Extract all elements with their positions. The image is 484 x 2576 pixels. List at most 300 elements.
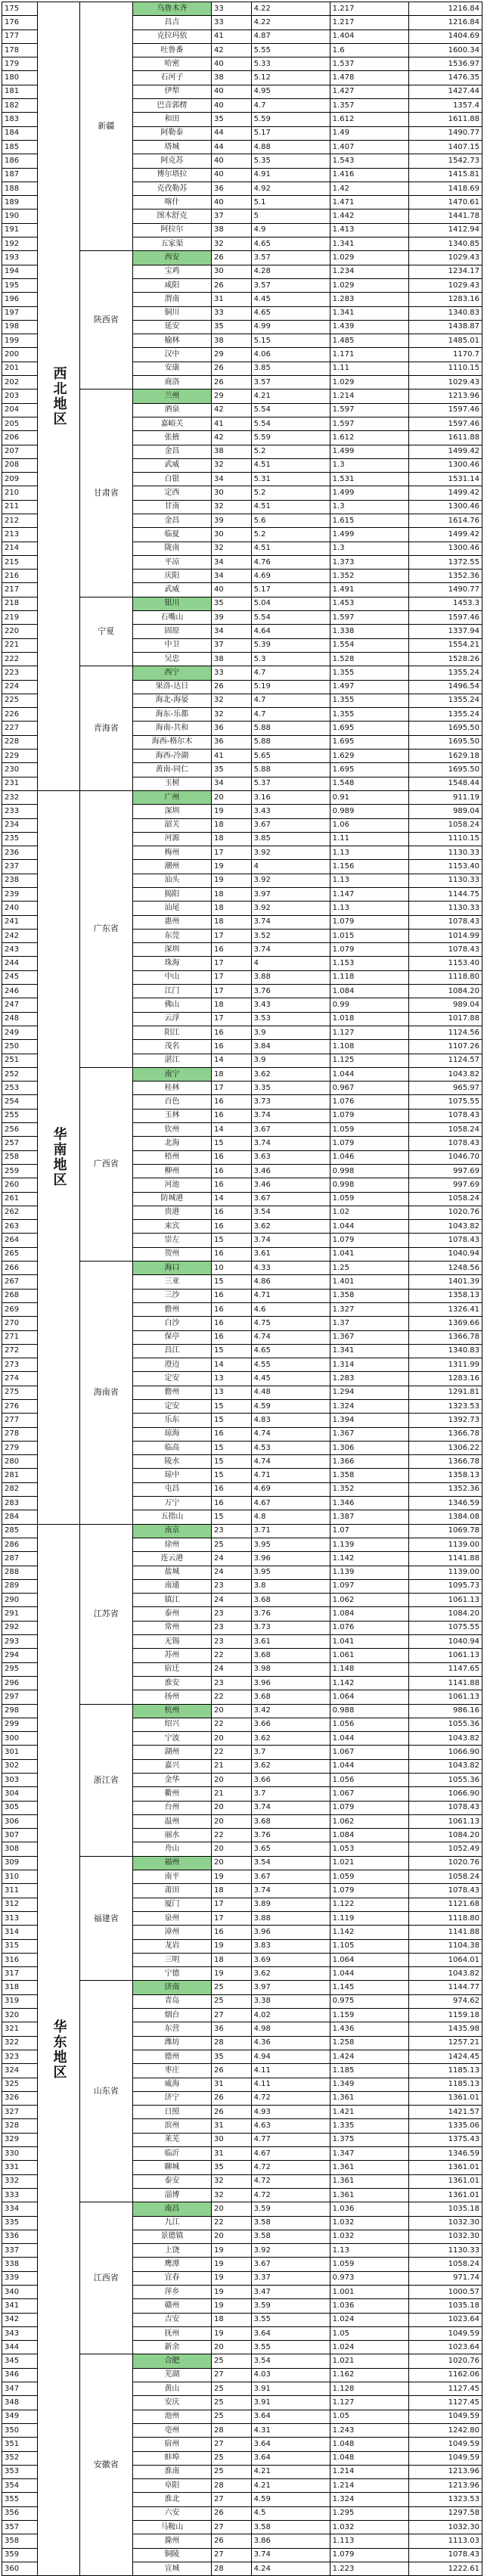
value-3: 1.079	[330, 2548, 408, 2562]
value-1: 31	[211, 2147, 251, 2161]
city-name: 金昌	[132, 445, 211, 458]
city-name: 滁州	[132, 2534, 211, 2548]
value-3: 1.079	[330, 915, 408, 929]
value-1: 30	[211, 2133, 251, 2146]
row-number: 254	[2, 1095, 38, 1109]
value-2: 4.75	[251, 1317, 330, 1330]
city-name: 阜阳	[132, 2479, 211, 2493]
city-name: 亳州	[132, 2423, 211, 2437]
value-2: 3.74	[251, 1109, 330, 1122]
value-1: 32	[211, 2188, 251, 2202]
row-number: 215	[2, 555, 38, 569]
value-2: 3.96	[251, 1926, 330, 1939]
row-number: 354	[2, 2479, 38, 2493]
value-3: 1.327	[330, 1302, 408, 1316]
value-4: 1130.33	[408, 902, 482, 915]
value-2: 4.94	[251, 2050, 330, 2063]
city-name: 汉中	[132, 348, 211, 362]
value-1: 42	[211, 431, 251, 445]
city-name: 南京	[132, 1524, 211, 1538]
value-2: 5.54	[251, 417, 330, 430]
row-number: 183	[2, 113, 38, 126]
value-4: 1412.94	[408, 223, 482, 237]
row-number: 178	[2, 43, 38, 57]
value-2: 3.63	[251, 1150, 330, 1164]
value-2: 4.48	[251, 1386, 330, 1399]
value-4: 1366.78	[408, 1455, 482, 1469]
value-2: 3.74	[251, 943, 330, 957]
value-2: 5.55	[251, 43, 330, 57]
row-number: 297	[2, 1690, 38, 1704]
value-1: 19	[211, 2299, 251, 2313]
value-2: 3.9	[251, 1026, 330, 1039]
value-3: 1.059	[330, 1192, 408, 1206]
value-1: 28	[211, 2562, 251, 2575]
value-1: 22	[211, 1746, 251, 1759]
city-name: 济宁	[132, 2091, 211, 2105]
value-4: 1597.46	[408, 417, 482, 430]
value-1: 28	[211, 2423, 251, 2437]
value-4: 1043.82	[408, 1732, 482, 1746]
city-name: 泰安	[132, 2174, 211, 2188]
row-number: 192	[2, 237, 38, 251]
province-label: 江苏省	[79, 1524, 132, 1704]
city-name: 韶关	[132, 818, 211, 832]
value-4: 1162.06	[408, 2368, 482, 2382]
value-3: 1.056	[330, 1718, 408, 1731]
value-2: 4.21	[251, 2465, 330, 2478]
value-2: 4.45	[251, 293, 330, 306]
value-1: 15	[211, 1441, 251, 1454]
value-3: 1.076	[330, 1621, 408, 1634]
value-1: 16	[211, 1317, 251, 1330]
value-2: 3.68	[251, 1594, 330, 1607]
value-4: 1361.01	[408, 2091, 482, 2105]
value-1: 34	[211, 625, 251, 638]
value-2: 3.65	[251, 1842, 330, 1856]
value-4: 1614.76	[408, 514, 482, 527]
row-number: 242	[2, 929, 38, 942]
value-3: 1.413	[330, 223, 408, 237]
value-4: 989.04	[408, 998, 482, 1012]
value-3: 1.436	[330, 2022, 408, 2036]
value-1: 18	[211, 818, 251, 832]
row-number: 200	[2, 348, 38, 362]
value-3: 1.07	[330, 1524, 408, 1538]
city-name: 徐州	[132, 1538, 211, 1551]
city-name: 云浮	[132, 1012, 211, 1026]
row-number: 205	[2, 417, 38, 430]
value-2: 3.67	[251, 2258, 330, 2271]
row-number: 277	[2, 1414, 38, 1427]
value-1: 22	[211, 1718, 251, 1731]
value-4: 1084.20	[408, 1607, 482, 1621]
city-name: 池州	[132, 2410, 211, 2423]
value-2: 3.74	[251, 1234, 330, 1247]
value-3: 1.147	[330, 888, 408, 902]
value-1: 17	[211, 1911, 251, 1925]
row-number: 357	[2, 2521, 38, 2534]
row-number: 249	[2, 1026, 38, 1039]
value-1: 16	[211, 1497, 251, 1510]
value-4: 1124.56	[408, 1026, 482, 1039]
city-name: 安庆	[132, 2396, 211, 2410]
value-1: 32	[211, 542, 251, 555]
city-name: 临沂	[132, 2147, 211, 2161]
value-3: 1.05	[330, 2410, 408, 2423]
value-3: 1.079	[330, 1884, 408, 1898]
value-1: 35	[211, 113, 251, 126]
value-3: 1.453	[330, 597, 408, 610]
value-1: 18	[211, 2313, 251, 2326]
row-number: 283	[2, 1497, 38, 1510]
value-1: 19	[211, 2326, 251, 2340]
value-1: 35	[211, 597, 251, 610]
value-2: 5.35	[251, 154, 330, 168]
value-4: 1035.18	[408, 2299, 482, 2313]
value-3: 1.367	[330, 1427, 408, 1441]
value-1: 23	[211, 1621, 251, 1634]
value-1: 35	[211, 320, 251, 334]
value-2: 4.72	[251, 2091, 330, 2105]
value-1: 42	[211, 403, 251, 417]
value-1: 35	[211, 763, 251, 777]
value-3: 1.361	[330, 2161, 408, 2174]
value-2: 3.68	[251, 1690, 330, 1704]
value-1: 20	[211, 1856, 251, 1870]
city-name: 海北-海晏	[132, 694, 211, 707]
row-number: 327	[2, 2106, 38, 2119]
row-number: 335	[2, 2216, 38, 2230]
value-4: 1078.43	[408, 1884, 482, 1898]
row-number: 310	[2, 1870, 38, 1884]
province-label: 山东省	[79, 1981, 132, 2202]
value-3: 1.597	[330, 611, 408, 625]
value-3: 1.3	[330, 458, 408, 472]
value-2: 4.51	[251, 500, 330, 514]
value-1: 31	[211, 293, 251, 306]
value-3: 1.076	[330, 1095, 408, 1109]
city-name: 聊城	[132, 2161, 211, 2174]
region-label: 西北地区	[38, 2, 79, 791]
value-3: 0.998	[330, 1164, 408, 1178]
value-1: 17	[211, 929, 251, 942]
value-2: 3.91	[251, 2382, 330, 2396]
value-4: 1058.24	[408, 2258, 482, 2271]
value-1: 44	[211, 140, 251, 154]
value-3: 1.214	[330, 2479, 408, 2493]
value-3: 1.084	[330, 985, 408, 998]
value-4: 1528.26	[408, 652, 482, 666]
row-number: 340	[2, 2285, 38, 2298]
value-4: 965.97	[408, 1082, 482, 1095]
row-number: 302	[2, 1759, 38, 1773]
city-name: 金华	[132, 1774, 211, 1787]
value-1: 19	[211, 1870, 251, 1884]
value-1: 36	[211, 735, 251, 749]
city-name: 台州	[132, 1801, 211, 1814]
value-2: 3.62	[251, 1067, 330, 1081]
value-3: 1.401	[330, 1275, 408, 1289]
value-3: 1.061	[330, 1649, 408, 1662]
city-name: 吐鲁番	[132, 43, 211, 57]
value-1: 15	[211, 1414, 251, 1427]
row-number: 187	[2, 168, 38, 182]
value-3: 1.346	[330, 1497, 408, 1510]
value-2: 4.21	[251, 2479, 330, 2493]
value-4: 1049.59	[408, 2438, 482, 2451]
city-name: 淮北	[132, 2493, 211, 2506]
row-number: 295	[2, 1662, 38, 1676]
value-1: 18	[211, 998, 251, 1012]
row-number: 329	[2, 2133, 38, 2146]
value-4: 1548.44	[408, 777, 482, 790]
row-number: 346	[2, 2368, 38, 2382]
value-1: 16	[211, 1109, 251, 1122]
row-number: 331	[2, 2161, 38, 2174]
city-name: 昌吉	[132, 16, 211, 29]
value-4: 1346.59	[408, 2147, 482, 2161]
value-1: 16	[211, 1302, 251, 1316]
value-1: 16	[211, 1289, 251, 1302]
region-label: 华南地区	[38, 790, 79, 1524]
value-2: 4.5	[251, 2506, 330, 2520]
city-name: 深圳	[132, 943, 211, 957]
city-name: 榆林	[132, 334, 211, 348]
value-3: 1.064	[330, 1690, 408, 1704]
value-2: 3.86	[251, 2534, 330, 2548]
row-number: 324	[2, 2064, 38, 2078]
value-2: 3.91	[251, 2396, 330, 2410]
value-4: 1375.43	[408, 2133, 482, 2146]
value-4: 1300.46	[408, 542, 482, 555]
value-1: 18	[211, 832, 251, 846]
city-name: 来宾	[132, 1220, 211, 1234]
value-1: 39	[211, 611, 251, 625]
value-4: 1300.46	[408, 458, 482, 472]
value-2: 4	[251, 957, 330, 970]
value-3: 1.084	[330, 1829, 408, 1842]
value-2: 5.59	[251, 431, 330, 445]
value-3: 1.044	[330, 1220, 408, 1234]
value-1: 14	[211, 1192, 251, 1206]
table-row	[2, 1524, 482, 1538]
city-name: 海西-格尔木	[132, 735, 211, 749]
value-3: 1.185	[330, 2064, 408, 2078]
value-3: 1.041	[330, 1247, 408, 1261]
value-2: 4.77	[251, 2133, 330, 2146]
city-name: 海西-冷湖	[132, 750, 211, 763]
value-4: 1052.49	[408, 1842, 482, 1856]
row-number: 338	[2, 2258, 38, 2271]
value-2: 3.54	[251, 2354, 330, 2368]
value-1: 20	[211, 1732, 251, 1746]
city-name: 无锡	[132, 1635, 211, 1649]
row-number: 344	[2, 2341, 38, 2354]
city-name: 临夏	[132, 528, 211, 542]
value-3: 1.067	[330, 1787, 408, 1801]
row-number: 311	[2, 1884, 38, 1898]
value-4: 1130.33	[408, 874, 482, 887]
city-name: 石嘴山	[132, 611, 211, 625]
value-3: 1.629	[330, 750, 408, 763]
row-number: 231	[2, 777, 38, 790]
value-2: 4.22	[251, 16, 330, 29]
province-label: 福建省	[79, 1856, 132, 1981]
value-2: 3.96	[251, 1676, 330, 1690]
value-1: 23	[211, 1635, 251, 1649]
row-number: 328	[2, 2119, 38, 2133]
value-1: 21	[211, 1787, 251, 1801]
value-3: 1.036	[330, 2299, 408, 2313]
value-4: 997.69	[408, 1164, 482, 1178]
value-4: 1064.01	[408, 1953, 482, 1966]
value-3: 1.145	[330, 1981, 408, 1994]
value-4: 1352.36	[408, 570, 482, 583]
city-name: 伊犁	[132, 85, 211, 98]
value-1: 27	[211, 2548, 251, 2562]
city-name: 吉安	[132, 2313, 211, 2326]
city-name: 漳州	[132, 1926, 211, 1939]
city-name: 上饶	[132, 2244, 211, 2258]
value-1: 18	[211, 1884, 251, 1898]
value-1: 38	[211, 334, 251, 348]
value-4: 1058.24	[408, 1192, 482, 1206]
value-3: 1.11	[330, 832, 408, 846]
value-3: 1.046	[330, 1150, 408, 1164]
value-2: 3.67	[251, 1192, 330, 1206]
value-2: 4.03	[251, 2368, 330, 2382]
value-4: 911.19	[408, 790, 482, 804]
value-3: 1.394	[330, 1414, 408, 1427]
row-number: 263	[2, 1220, 38, 1234]
row-number: 228	[2, 735, 38, 749]
city-name: 抚州	[132, 2326, 211, 2340]
value-3: 1.13	[330, 2244, 408, 2258]
value-2: 4.74	[251, 1427, 330, 1441]
value-1: 25	[211, 2465, 251, 2478]
row-number: 278	[2, 1427, 38, 1441]
value-3: 1.171	[330, 348, 408, 362]
value-2: 4.9	[251, 223, 330, 237]
value-2: 3.92	[251, 874, 330, 887]
value-4: 1040.94	[408, 1247, 482, 1261]
value-1: 16	[211, 1926, 251, 1939]
city-name: 潮州	[132, 860, 211, 874]
value-2: 3.9	[251, 1054, 330, 1067]
row-number: 314	[2, 1926, 38, 1939]
city-name: 淮安	[132, 1676, 211, 1690]
row-number: 347	[2, 2382, 38, 2396]
value-3: 1.341	[330, 237, 408, 251]
value-1: 38	[211, 652, 251, 666]
row-number: 293	[2, 1635, 38, 1649]
value-1: 14	[211, 1123, 251, 1137]
row-number: 343	[2, 2326, 38, 2340]
value-3: 1.021	[330, 1856, 408, 1870]
row-number: 188	[2, 182, 38, 195]
row-number: 238	[2, 874, 38, 887]
city-name: 庆阳	[132, 570, 211, 583]
row-number: 260	[2, 1178, 38, 1192]
value-1: 33	[211, 306, 251, 320]
row-number: 321	[2, 2022, 38, 2036]
value-4: 1121.68	[408, 1898, 482, 1911]
value-3: 1.044	[330, 1067, 408, 1081]
value-4: 1118.80	[408, 1911, 482, 1925]
value-3: 1.108	[330, 1040, 408, 1054]
value-1: 19	[211, 1939, 251, 1953]
value-4: 1055.36	[408, 1774, 482, 1787]
value-3: 1.064	[330, 1953, 408, 1966]
value-4: 1216.84	[408, 2, 482, 16]
value-4: 1369.66	[408, 1317, 482, 1330]
value-3: 1.361	[330, 2188, 408, 2202]
value-1: 17	[211, 1012, 251, 1026]
province-label: 新疆	[79, 2, 132, 251]
value-3: 0.998	[330, 1178, 408, 1192]
value-4: 1499.42	[408, 486, 482, 500]
value-2: 5.15	[251, 334, 330, 348]
value-1: 41	[211, 417, 251, 430]
row-number: 202	[2, 376, 38, 390]
city-name: 衢州	[132, 1787, 211, 1801]
value-4: 1695.50	[408, 722, 482, 735]
value-1: 20	[211, 1704, 251, 1718]
city-name: 儋州	[132, 1302, 211, 1316]
row-number: 281	[2, 1469, 38, 1482]
value-3: 1.404	[330, 29, 408, 43]
row-number: 233	[2, 805, 38, 818]
value-1: 13	[211, 1372, 251, 1386]
value-4: 1355.24	[408, 694, 482, 707]
value-1: 15	[211, 1275, 251, 1289]
row-number: 203	[2, 390, 38, 403]
province-label: 安徽省	[79, 2354, 132, 2576]
value-2: 3.8	[251, 1579, 330, 1593]
row-number: 262	[2, 1206, 38, 1219]
value-2: 3.88	[251, 970, 330, 984]
value-4: 1061.13	[408, 1814, 482, 1828]
value-4: 1032.30	[408, 2521, 482, 2534]
value-4: 1326.41	[408, 1302, 482, 1316]
value-4: 1554.21	[408, 638, 482, 652]
row-number: 196	[2, 293, 38, 306]
city-name: 克拉玛依	[132, 29, 211, 43]
value-3: 1.13	[330, 846, 408, 860]
city-name: 潍坊	[132, 2036, 211, 2050]
value-1: 28	[211, 2036, 251, 2050]
city-name: 淄博	[132, 2188, 211, 2202]
row-number: 198	[2, 320, 38, 334]
city-name: 五家渠	[132, 237, 211, 251]
value-3: 1.416	[330, 168, 408, 182]
value-1: 16	[211, 1220, 251, 1234]
row-number: 280	[2, 1455, 38, 1469]
value-3: 1.421	[330, 2106, 408, 2119]
value-2: 4.02	[251, 2009, 330, 2022]
row-number: 220	[2, 625, 38, 638]
value-3: 1.341	[330, 1344, 408, 1358]
row-number: 176	[2, 16, 38, 29]
city-name: 图木舒克	[132, 209, 211, 223]
value-4: 1611.88	[408, 431, 482, 445]
value-4: 1361.01	[408, 2161, 482, 2174]
value-1: 25	[211, 1994, 251, 2008]
value-2: 3.76	[251, 985, 330, 998]
value-4: 1043.82	[408, 1220, 482, 1234]
city-name: 澄迈	[132, 1358, 211, 1372]
